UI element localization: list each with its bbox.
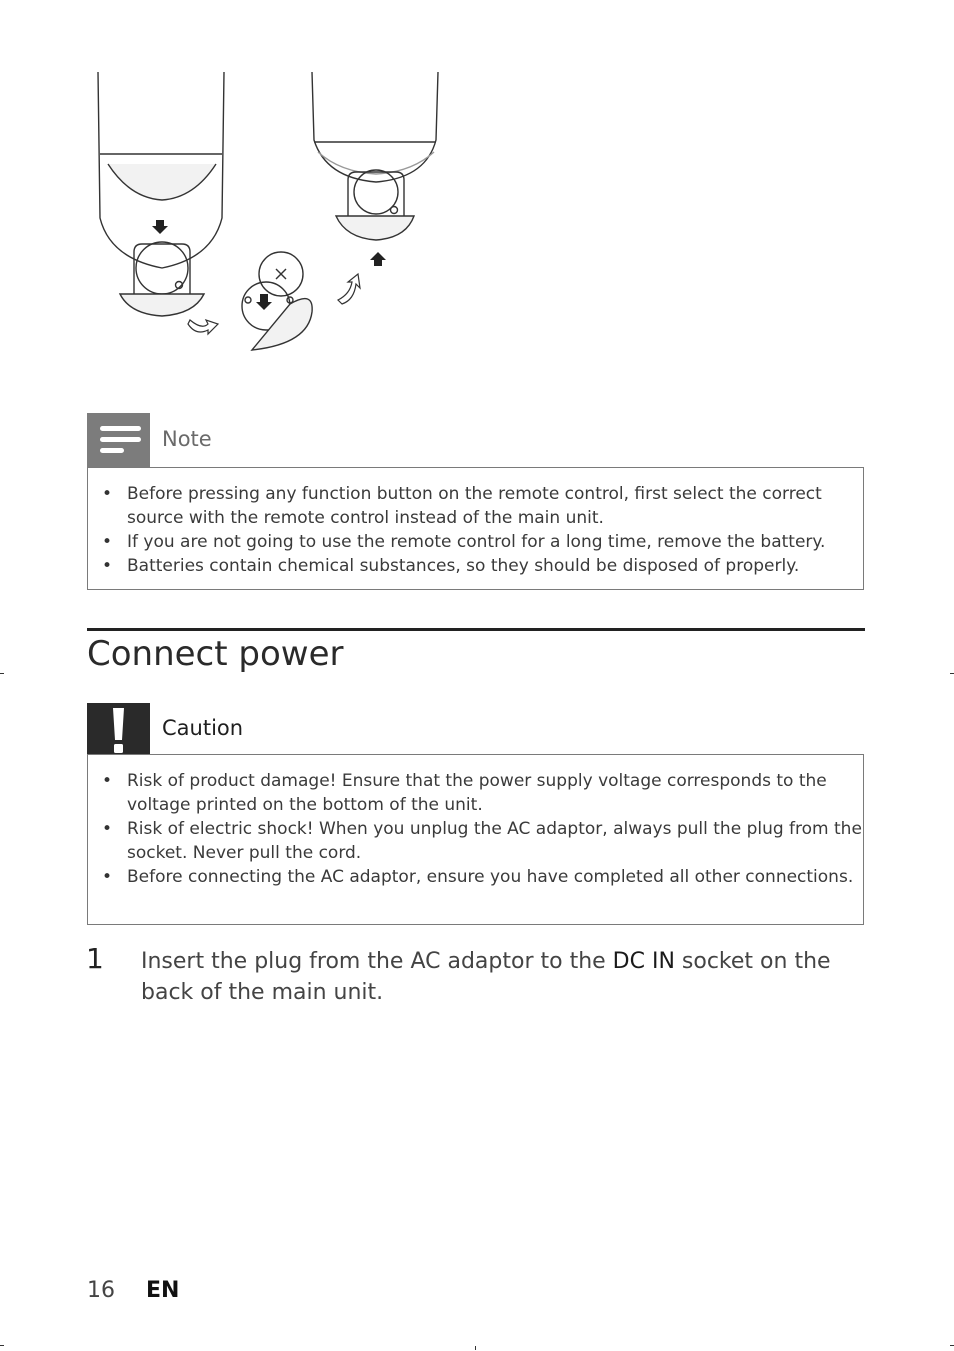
caution-item: • Risk of product damage! Ensure that the power supply voltage corresponds to the voltage printed on the bottom of the unit. bbox=[88, 769, 863, 817]
note-list bbox=[88, 482, 863, 578]
note-header bbox=[87, 413, 865, 467]
exclamation-icon bbox=[87, 703, 150, 757]
caution-header bbox=[87, 703, 865, 757]
language-code: EN bbox=[146, 1278, 180, 1303]
step-text-before: Insert the plug from the AC adaptor to the bbox=[141, 949, 613, 974]
crop-mark bbox=[475, 1346, 476, 1350]
battery-replacement-illustration bbox=[90, 68, 450, 358]
caution-item: • Risk of electric shock! When you unplug the AC adaptor, always pull the plug from the socket. Never pull the cord. bbox=[88, 817, 863, 865]
crop-mark bbox=[950, 673, 954, 674]
note-lines-glyph bbox=[87, 413, 150, 467]
battery-tray-tilted bbox=[242, 282, 312, 350]
remote-left bbox=[98, 72, 224, 268]
battery-tray-removed bbox=[120, 242, 204, 316]
crop-mark bbox=[0, 1345, 4, 1346]
arrow-down-icon bbox=[152, 220, 168, 234]
remote-right bbox=[312, 72, 438, 240]
note-item: • Batteries contain chemical substances, so they should be disposed of properly. bbox=[88, 554, 863, 578]
coin-battery bbox=[259, 252, 303, 296]
crop-mark bbox=[0, 673, 4, 674]
step-number: 1 bbox=[86, 942, 104, 975]
note-title: Note bbox=[162, 427, 212, 451]
step-text bbox=[141, 946, 841, 1008]
note-lines-icon bbox=[87, 413, 150, 467]
note-item: • If you are not going to use the remote control for a long time, remove the battery. bbox=[88, 530, 863, 554]
note-box bbox=[87, 467, 864, 590]
caution-title: Caution bbox=[162, 716, 244, 740]
note-item: • Before pressing any function button on the remote control, first select the correct source with the remote control instead of the main unit. bbox=[88, 482, 863, 530]
caution-item: • Before connecting the AC adaptor, ensure you have completed all other connections. bbox=[88, 865, 863, 889]
section-title: Connect power bbox=[87, 634, 344, 674]
curved-arrow-icon bbox=[338, 274, 360, 304]
arrow-up-icon bbox=[370, 252, 386, 266]
curved-arrow-icon bbox=[188, 320, 218, 334]
dc-in-label: DC IN bbox=[612, 949, 675, 974]
exclamation-glyph bbox=[87, 703, 150, 757]
caution-box bbox=[87, 754, 864, 925]
step-text-after: socket on the back of the main unit. bbox=[141, 949, 831, 1005]
page-number: 16 bbox=[87, 1278, 115, 1303]
caution-list bbox=[88, 769, 863, 889]
crop-mark bbox=[950, 1345, 954, 1346]
section-rule bbox=[87, 628, 865, 631]
